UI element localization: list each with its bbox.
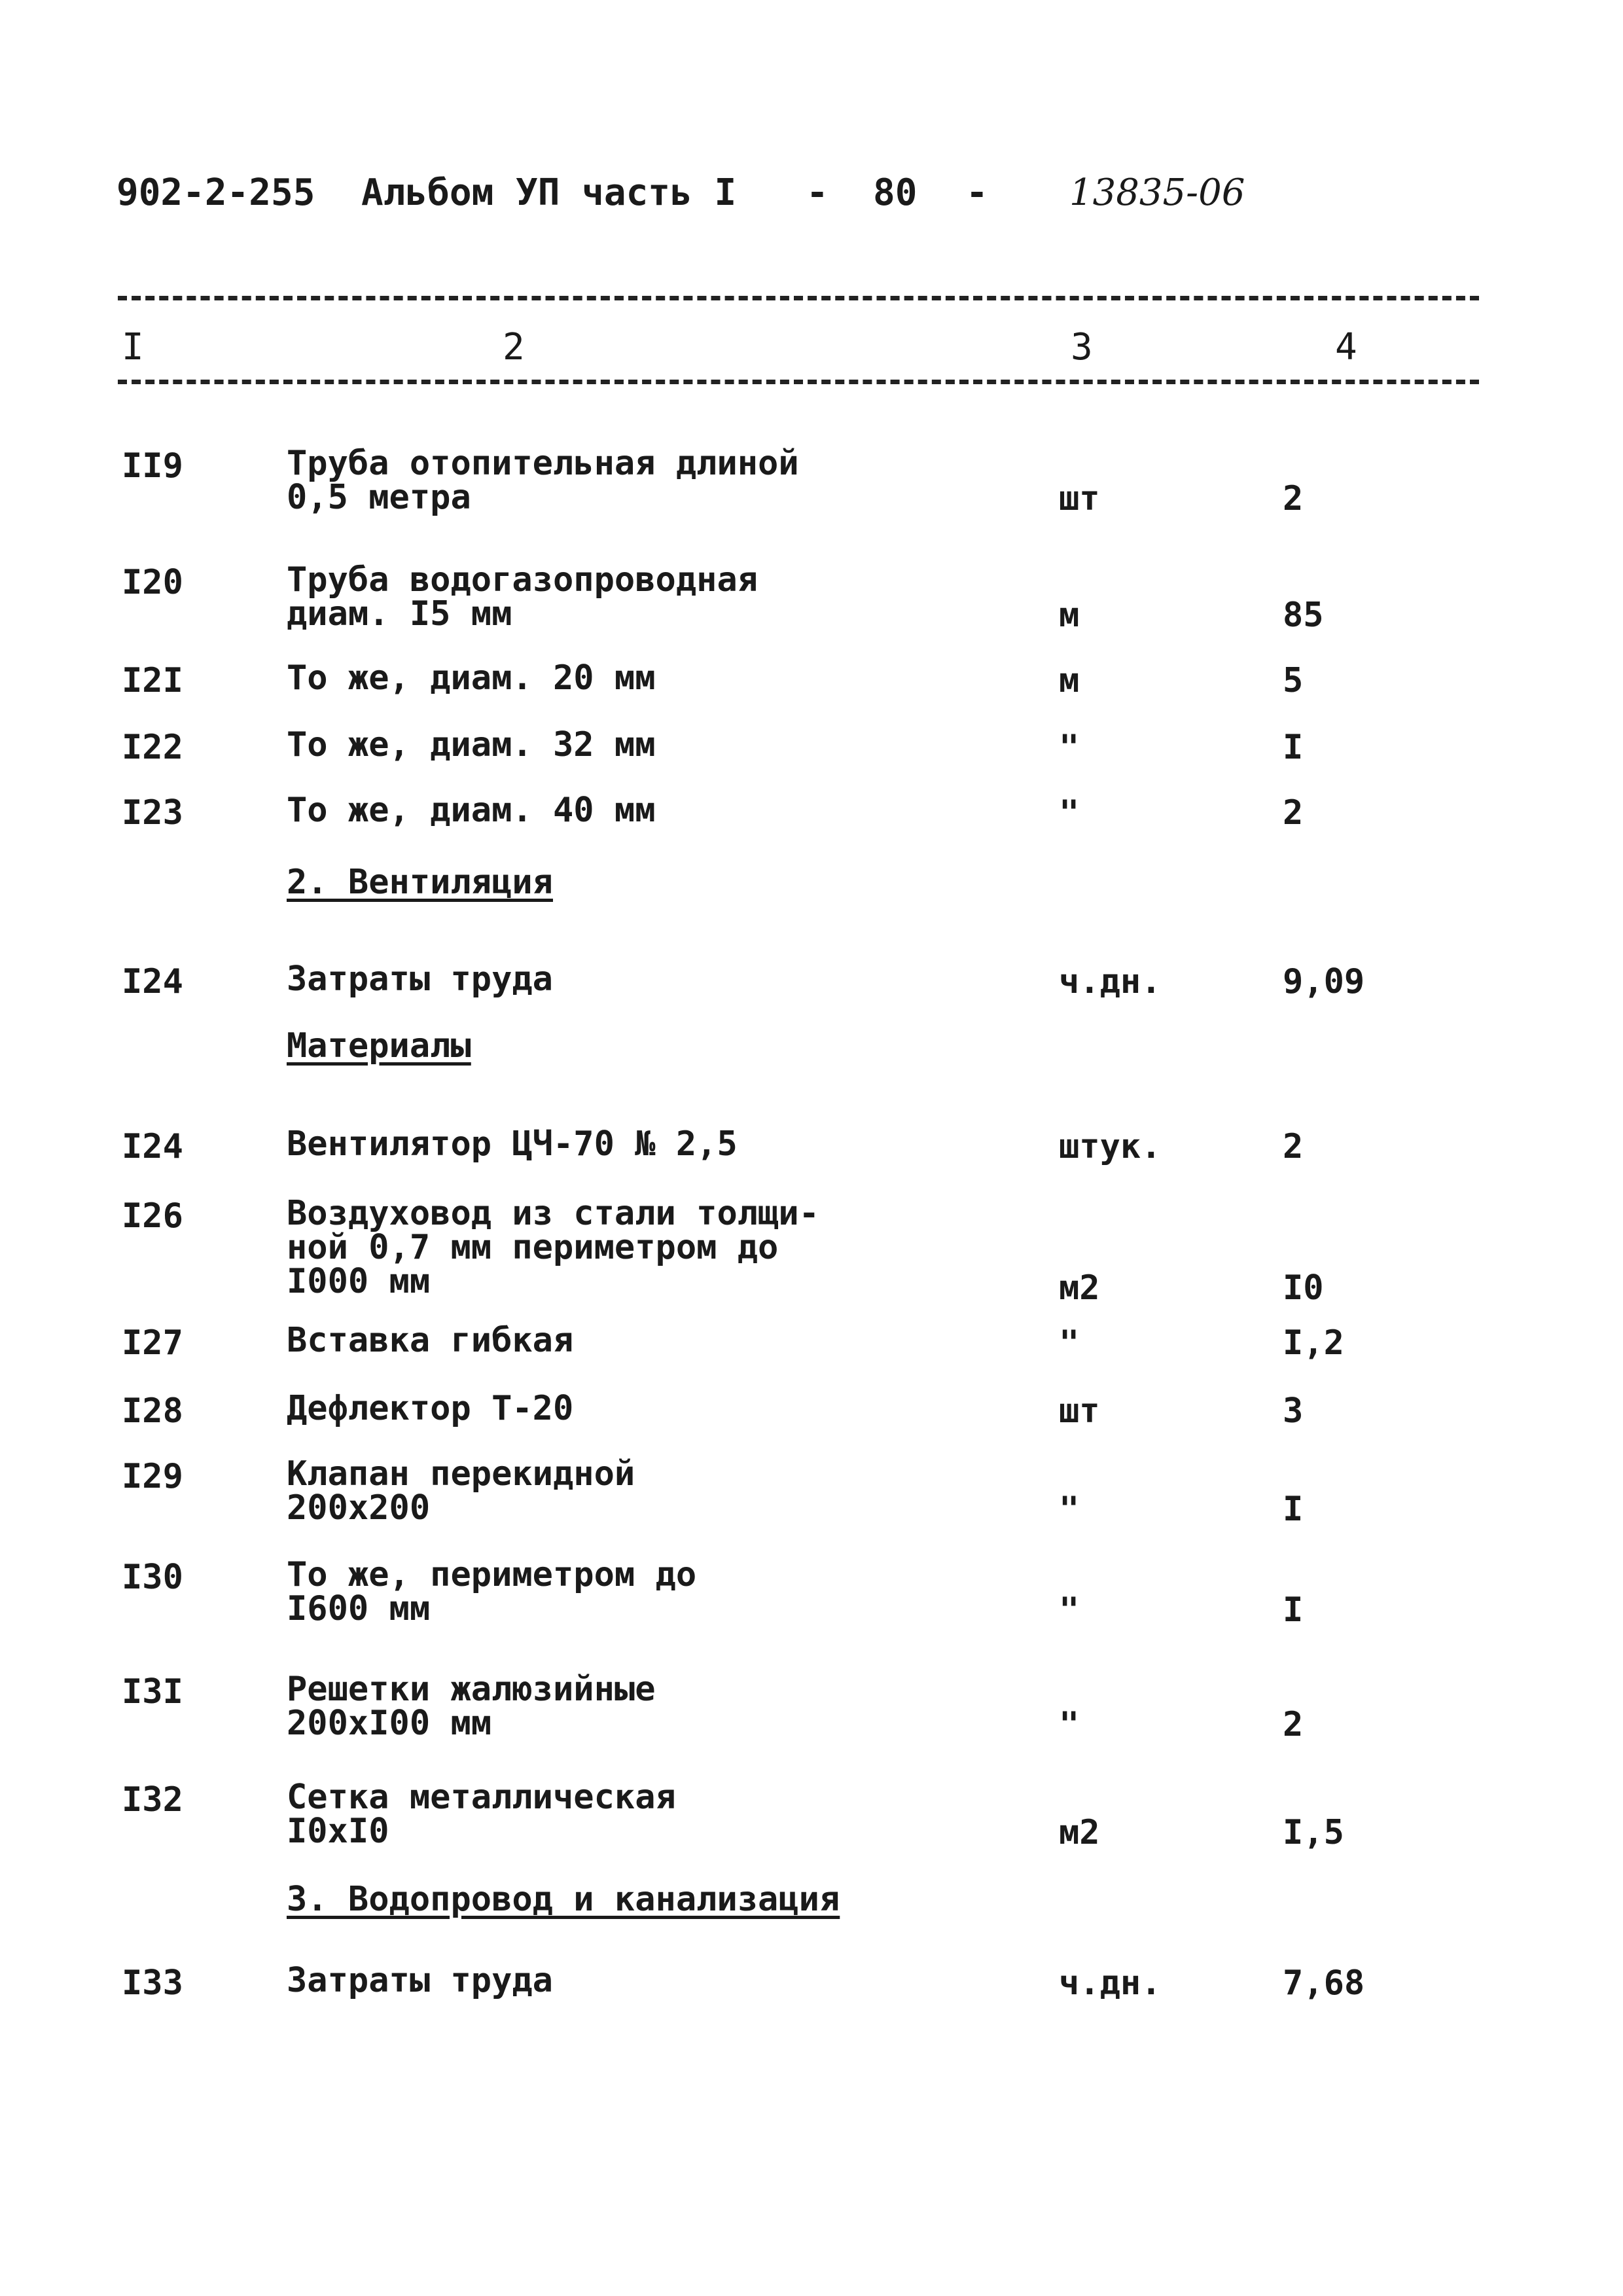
section-heading: Материалы: [287, 1026, 471, 1066]
page-dash-right: -: [966, 171, 988, 214]
handwritten-number: 13835-06: [1069, 171, 1245, 214]
row-name-line: I600 мм: [287, 1589, 431, 1628]
row-quantity: 9,09: [1283, 962, 1365, 1001]
section-heading: 3. Водопровод и канализация: [287, 1880, 840, 1919]
row-name: [287, 1555, 697, 1628]
row-name-line: То же, диам. 32 мм: [287, 725, 656, 764]
row-unit: ": [1059, 1590, 1080, 1630]
row-name: [287, 960, 553, 999]
row-number: I24: [122, 1127, 183, 1166]
row-unit: ": [1059, 793, 1080, 833]
row-number: I26: [122, 1196, 183, 1236]
row-name-line: I0хI0: [287, 1812, 389, 1851]
row-unit: м2: [1059, 1813, 1100, 1852]
row-name-line: I000 мм: [287, 1262, 431, 1301]
row-number: I3I: [122, 1672, 183, 1712]
row-name-line: Вставка гибкая: [287, 1321, 574, 1360]
row-unit: ": [1059, 1705, 1080, 1744]
row-number: I24: [122, 962, 183, 1001]
row-unit: шт: [1059, 1391, 1100, 1431]
row-name-line: То же, диам. 20 мм: [287, 658, 656, 698]
row-name-line: То же, диам. 40 мм: [287, 791, 656, 830]
row-name-line: 0,5 метра: [287, 478, 471, 517]
row-quantity: I: [1283, 1490, 1304, 1529]
row-unit: ": [1059, 1490, 1080, 1529]
row-name: [287, 791, 656, 830]
table-top-rule: [118, 296, 1479, 300]
row-name-line: Дефлектор Т-20: [287, 1389, 574, 1428]
row-unit: м2: [1059, 1268, 1100, 1308]
row-unit: ": [1059, 1323, 1080, 1363]
column-number-3: 3: [1071, 326, 1093, 368]
row-name: [287, 1196, 819, 1299]
row-quantity: I: [1283, 728, 1304, 767]
row-quantity: 7,68: [1283, 1964, 1365, 2003]
album-title: Альбом УП часть I: [361, 171, 737, 214]
row-name: [287, 1778, 676, 1851]
row-name-line: ной 0,7 мм периметром до: [287, 1228, 779, 1267]
column-number-2: 2: [503, 326, 525, 368]
page-dash-left: -: [806, 171, 829, 214]
row-quantity: I0: [1283, 1268, 1324, 1308]
row-name: [287, 1454, 635, 1528]
row-name-line: Вентилятор ЦЧ-70 № 2,5: [287, 1124, 738, 1164]
row-name-line: 200х200: [287, 1488, 431, 1528]
row-unit: м: [1059, 661, 1080, 700]
row-quantity: I: [1283, 1590, 1304, 1630]
row-name-line: То же, периметром до: [287, 1555, 697, 1594]
row-name-line: Решетки жалюзийные: [287, 1670, 656, 1709]
row-name: [287, 1321, 574, 1360]
row-name: [287, 1124, 738, 1164]
row-unit: ": [1059, 728, 1080, 767]
row-name-line: Затраты труда: [287, 960, 553, 999]
column-number-1: I: [122, 326, 144, 368]
row-number: I23: [122, 793, 183, 833]
row-quantity: I,2: [1283, 1323, 1344, 1363]
section-heading: 2. Вентиляция: [287, 863, 553, 902]
row-name: [287, 1670, 656, 1743]
row-number: I27: [122, 1323, 183, 1363]
row-unit: ч.дн.: [1059, 962, 1162, 1001]
row-name-line: Клапан перекидной: [287, 1454, 635, 1494]
row-name: [287, 444, 799, 517]
row-number: I33: [122, 1964, 183, 2003]
row-name-line: Затраты труда: [287, 1961, 553, 2000]
row-quantity: I,5: [1283, 1813, 1344, 1852]
row-name: [287, 725, 656, 764]
row-name: [287, 560, 758, 634]
row-quantity: 2: [1283, 793, 1304, 833]
row-quantity: 5: [1283, 661, 1304, 700]
row-unit: штук.: [1059, 1127, 1162, 1166]
row-quantity: 2: [1283, 1127, 1304, 1166]
row-number: I2I: [122, 661, 183, 700]
row-number: I30: [122, 1558, 183, 1597]
row-name: [287, 1391, 573, 1426]
page-number: 80: [873, 171, 918, 214]
row-name-line: диам. I5 мм: [287, 594, 512, 634]
row-number: I20: [122, 563, 183, 602]
row-name: [287, 658, 656, 698]
document-code: 902-2-255: [116, 171, 315, 214]
row-name-line: Сетка металлическая: [287, 1778, 676, 1817]
row-number: I28: [122, 1391, 183, 1431]
row-number: I32: [122, 1780, 183, 1820]
row-unit: шт: [1059, 479, 1100, 518]
row-quantity: 3: [1283, 1391, 1304, 1431]
row-name-line: Труба отопительная длиной: [287, 444, 799, 483]
column-number-4: 4: [1335, 326, 1357, 368]
row-name-line: 200хI00 мм: [287, 1704, 492, 1743]
row-unit: ч.дн.: [1059, 1964, 1162, 2003]
row-name-line: Труба водогазопроводная: [287, 560, 758, 600]
row-quantity: 85: [1283, 596, 1324, 635]
row-quantity: 2: [1283, 1705, 1304, 1744]
table-header-rule: [118, 380, 1479, 384]
row-quantity: 2: [1283, 479, 1304, 518]
row-number: II9: [122, 446, 183, 486]
row-name: [287, 1961, 553, 2000]
row-number: I22: [122, 728, 183, 767]
row-number: I29: [122, 1457, 183, 1496]
row-name-line: Воздуховод из стали толщи-: [287, 1194, 819, 1233]
row-unit: м: [1059, 596, 1080, 635]
